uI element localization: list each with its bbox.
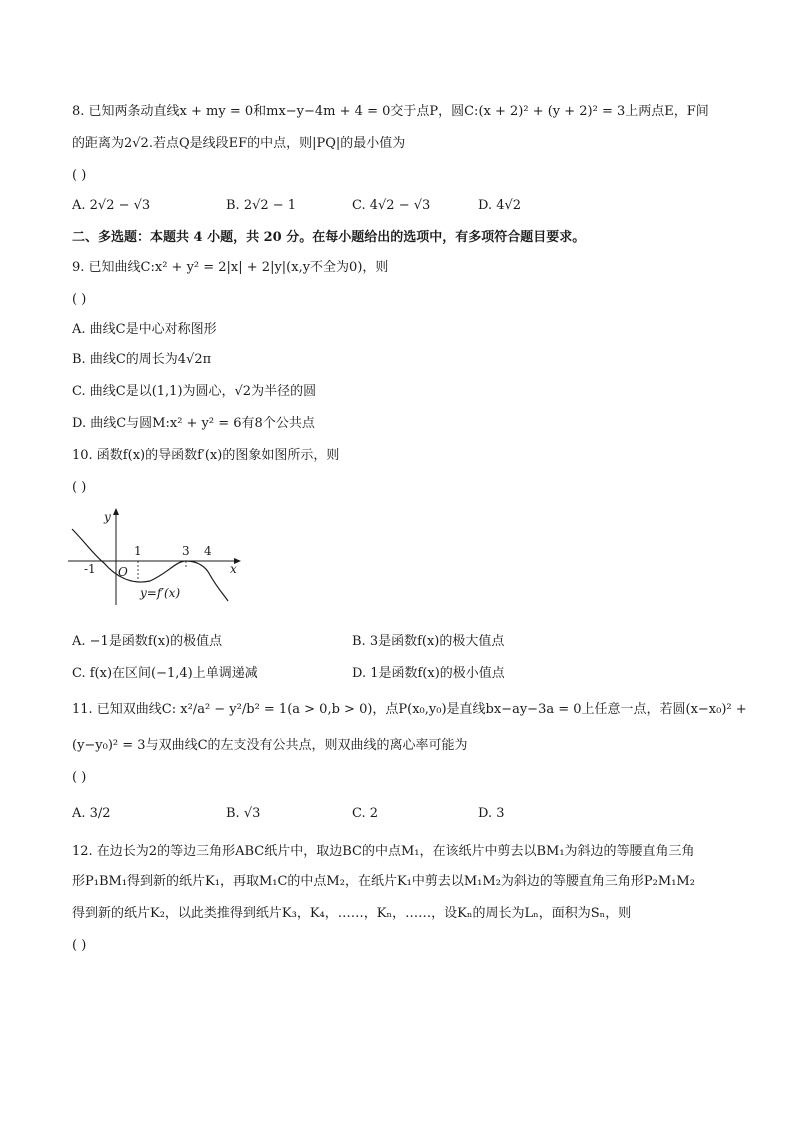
q8-line1: 8. 已知两条动直线x + my = 0和mx−y−4m + 4 = 0交于点P，圆C:(x + 2)² + (y + 2)² = 3上两点E，F间 xyxy=(72,104,709,119)
q12-line1: 12. 在边长为2的等边三角形ABC纸片中，取边BC的中点M₁，在该纸片中剪去以BM₁为斜边的等腰直角三角 xyxy=(72,844,695,859)
q11-option-a[interactable]: A. 3/2 xyxy=(72,806,111,821)
section-heading: 二、多选题：本题共 4 小题，共 20 分。在每小题给出的选项中，有多项符合题目要求。 xyxy=(72,230,586,245)
q8-option-a[interactable]: A. 2√2 − √3 xyxy=(72,198,151,213)
tick-label-4: 4 xyxy=(204,544,212,558)
q11-option-d[interactable]: D. 3 xyxy=(478,806,505,821)
q11-option-c[interactable]: C. 2 xyxy=(352,806,379,821)
q11-option-b[interactable]: B. √3 xyxy=(226,806,261,821)
tick-label-1: 1 xyxy=(134,544,142,558)
x-axis-label: x xyxy=(230,562,237,576)
q9-paren: ( ) xyxy=(72,292,87,307)
q10-option-d[interactable]: D. 1是函数f(x)的极小值点 xyxy=(352,666,505,681)
q11-line1: 11. 已知双曲线C: x²/a² − y²/b² = 1(a > 0,b > 0)，点P(x₀,y₀)是直线bx−ay−3a = 0上任意一点，若圆(x−x₀)² + xyxy=(72,702,747,717)
q10-option-b[interactable]: B. 3是函数f(x)的极大值点 xyxy=(352,634,505,649)
q10-option-a[interactable]: A. −1是函数f(x)的极值点 xyxy=(72,634,223,649)
q9-option-d[interactable]: D. 曲线C与圆M:x² + y² = 6有8个公共点 xyxy=(72,416,315,431)
q9-option-a[interactable]: A. 曲线C是中心对称图形 xyxy=(72,322,217,337)
origin-label: O xyxy=(118,565,128,579)
q8-line2: 的距离为2√2.若点Q是线段EF的中点，则|PQ|的最小值为 xyxy=(72,136,406,151)
q12-line3: 得到新的纸片K₂，以此类推得到纸片K₃，K₄，……，Kₙ，……，设Kₙ的周长为Lₙ，面积为Sₙ，则 xyxy=(72,906,632,921)
tick-label-3: 3 xyxy=(182,544,190,558)
q9-option-c[interactable]: C. 曲线C是以(1,1)为圆心，√2为半径的圆 xyxy=(72,384,317,399)
q12-paren: ( ) xyxy=(72,938,87,953)
q11-line2: (y−y₀)² = 3与双曲线C的左支没有公共点，则双曲线的离心率可能为 xyxy=(72,738,468,753)
derivative-graph xyxy=(68,505,248,605)
q8-option-b[interactable]: B. 2√2 − 1 xyxy=(226,198,297,213)
q12-line2: 形P₁BM₁得到新的纸片K₁，再取M₁C的中点M₂，在纸片K₁中剪去以M₁M₂为斜边的等腰直角三角形P₂M₁M₂ xyxy=(72,874,695,889)
curve-label: y=f′(x) xyxy=(140,586,181,600)
tick-label-neg1: -1 xyxy=(84,562,96,576)
q10-paren: ( ) xyxy=(72,480,87,495)
q8-option-d[interactable]: D. 4√2 xyxy=(478,198,522,213)
q8-option-c[interactable]: C. 4√2 − √3 xyxy=(352,198,431,213)
q9-option-b[interactable]: B. 曲线C的周长为4√2π xyxy=(72,352,212,367)
q10-line1: 10. 函数f(x)的导函数f′(x)的图象如图所示，则 xyxy=(72,448,340,463)
q9-line1: 9. 已知曲线C:x² + y² = 2|x| + 2|y|(x,y不全为0)，则 xyxy=(72,260,389,275)
q10-option-c[interactable]: C. f(x)在区间(−1,4)上单调递减 xyxy=(72,666,258,681)
q11-paren: ( ) xyxy=(72,770,87,785)
y-axis-label: y xyxy=(104,510,111,524)
q8-paren: ( ) xyxy=(72,168,87,183)
